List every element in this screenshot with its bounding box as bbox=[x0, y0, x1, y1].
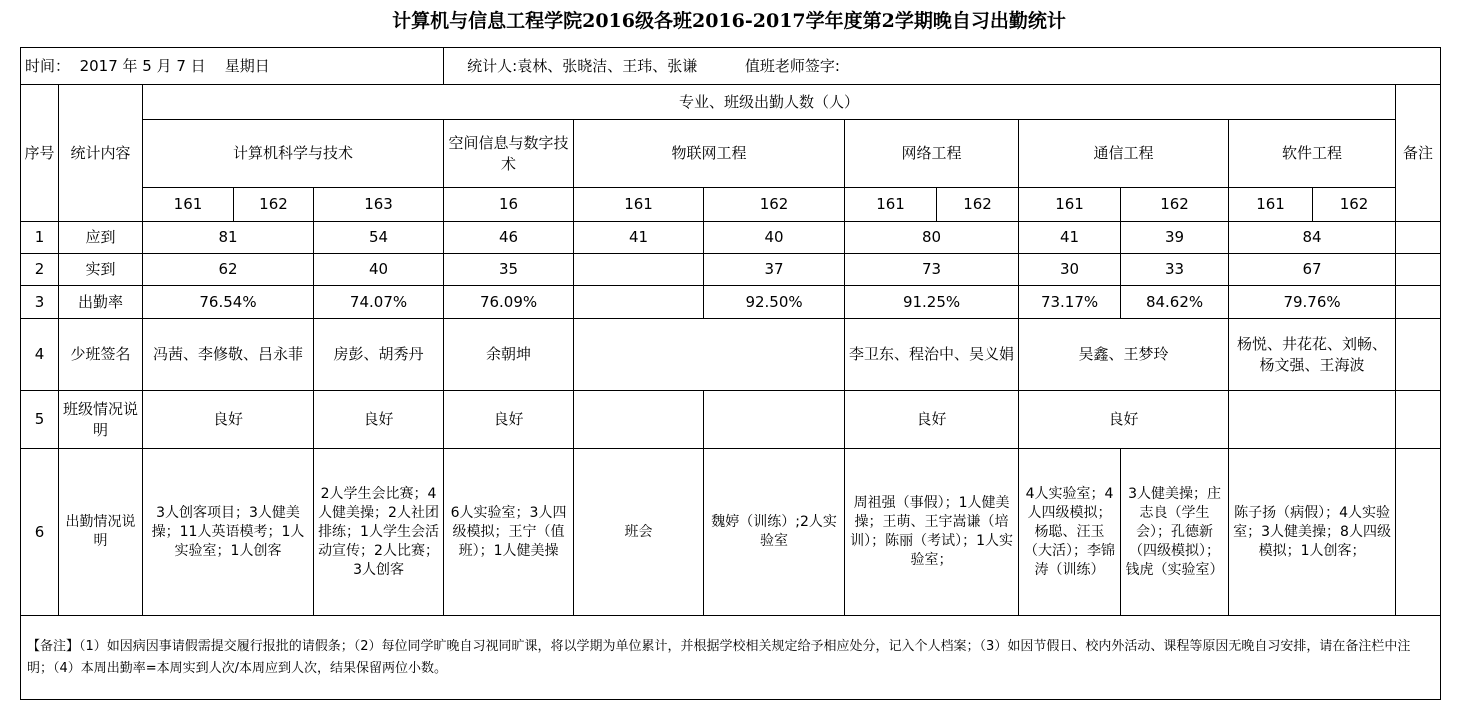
cs163-cell: 2人学生会比赛；4人健美操；2人社团排练；1人学生会活动宣传；2人比赛；3人创客 bbox=[314, 449, 444, 616]
cs-cell: 良好 bbox=[143, 391, 314, 449]
net-cell: 91.25% bbox=[845, 286, 1019, 319]
tel162-cell: 84.62% bbox=[1121, 286, 1229, 319]
space-cell: 6人实验室；3人四级模拟；王宁（值班）；1人健美操 bbox=[444, 449, 574, 616]
space-cell: 35 bbox=[444, 254, 574, 286]
cs163-cell: 74.07% bbox=[314, 286, 444, 319]
space-cell: 良好 bbox=[444, 391, 574, 449]
label-cell: 出勤率 bbox=[59, 286, 143, 319]
tel-cell: 良好 bbox=[1019, 391, 1229, 449]
net-cell: 80 bbox=[845, 222, 1019, 254]
table-row bbox=[21, 449, 1441, 616]
iot-cell bbox=[574, 319, 845, 391]
time-label: 时间： bbox=[25, 56, 71, 75]
note-text: 【备注】（1）如因病因事请假需提交履行报批的请假条；（2）每位同学旷晚自习视同旷课，将以学期为单位累计，并根据学校相关规定给予相应处分，记入个人档案；（3）如因节假日、校内外活动、课程等原因无晚自习安排，请在备注栏中注明；（4）本周出勤率=本周实到人次/本周应到人次，结果保留两位小数。 bbox=[21, 616, 1441, 700]
space-cell: 76.09% bbox=[444, 286, 574, 319]
net-cell: 周祖强（事假）；1人健美操；王萌、王宇嵩谦（培训）；陈丽（考试）；1人实验室； bbox=[845, 449, 1019, 616]
weekday-value: 星期日 bbox=[224, 56, 270, 75]
tel161-cell: 73.17% bbox=[1019, 286, 1121, 319]
major-net: 网络工程 bbox=[845, 120, 1019, 188]
table-row bbox=[21, 391, 1441, 449]
class-cs-163: 163 bbox=[314, 188, 444, 222]
soft-cell bbox=[1229, 391, 1396, 449]
tel162-cell: 33 bbox=[1121, 254, 1229, 286]
tel161-cell: 41 bbox=[1019, 222, 1121, 254]
table-row bbox=[21, 222, 1441, 254]
soft-cell: 79.76% bbox=[1229, 286, 1396, 319]
major-cs: 计算机科学与技术 bbox=[143, 120, 444, 188]
header-group: 专业、班级出勤人数（人） bbox=[143, 85, 1396, 120]
iot162-cell: 魏婷（训练）;2人实验室 bbox=[704, 449, 845, 616]
tel-cell: 吴鑫、王梦玲 bbox=[1019, 319, 1229, 391]
label-cell: 少班签名 bbox=[59, 319, 143, 391]
class-soft-161: 161 bbox=[1229, 188, 1313, 222]
net-cell: 李卫东、程治中、吴义娟 bbox=[845, 319, 1019, 391]
major-space: 空间信息与数字技术 bbox=[444, 120, 574, 188]
iot161-cell: 41 bbox=[574, 222, 704, 254]
date-value: 2017 年 5 月 7 日 bbox=[79, 56, 206, 75]
seq-cell: 2 bbox=[21, 254, 59, 286]
space-cell: 余朝坤 bbox=[444, 319, 574, 391]
info-row bbox=[21, 48, 1441, 85]
class-cs-161: 161 bbox=[143, 188, 234, 222]
statisticians-label: 统计人: bbox=[467, 56, 518, 75]
seq-cell: 5 bbox=[21, 391, 59, 449]
note-row bbox=[21, 616, 1441, 700]
space-cell: 46 bbox=[444, 222, 574, 254]
class-net-162: 162 bbox=[937, 188, 1019, 222]
seq-cell: 6 bbox=[21, 449, 59, 616]
class-iot-162: 162 bbox=[704, 188, 845, 222]
cs163-cell: 良好 bbox=[314, 391, 444, 449]
class-tel-161: 161 bbox=[1019, 188, 1121, 222]
cs-cell: 62 bbox=[143, 254, 314, 286]
attendance-table bbox=[20, 47, 1441, 700]
class-space-16: 16 bbox=[444, 188, 574, 222]
seq-cell: 1 bbox=[21, 222, 59, 254]
seq-cell: 4 bbox=[21, 319, 59, 391]
cs163-cell: 40 bbox=[314, 254, 444, 286]
cs163-cell: 54 bbox=[314, 222, 444, 254]
iot161-cell: 班会 bbox=[574, 449, 704, 616]
class-cs-162: 162 bbox=[234, 188, 314, 222]
iot161-cell bbox=[574, 391, 704, 449]
header-row-majors bbox=[21, 120, 1441, 188]
table-row bbox=[21, 286, 1441, 319]
iot162-cell bbox=[704, 391, 845, 449]
soft-cell: 陈子扬（病假）；4人实验室；3人健美操；8人四级模拟；1人创客； bbox=[1229, 449, 1396, 616]
cs163-cell: 房彭、胡秀丹 bbox=[314, 319, 444, 391]
tel161-cell: 4人实验室；4人四级模拟；杨聪、汪玉（大活）；李锦涛（训练） bbox=[1019, 449, 1121, 616]
page-title: 计算机与信息工程学院2016级各班2016-2017学年度第2学期晚自习出勤统计 bbox=[392, 10, 1066, 32]
cs-cell: 76.54% bbox=[143, 286, 314, 319]
label-cell: 实到 bbox=[59, 254, 143, 286]
major-tel: 通信工程 bbox=[1019, 120, 1229, 188]
iot161-cell bbox=[574, 286, 704, 319]
header-row-classes bbox=[21, 188, 1441, 222]
tel161-cell: 30 bbox=[1019, 254, 1121, 286]
net-cell: 良好 bbox=[845, 391, 1019, 449]
soft-cell: 杨悦、井花花、刘畅、杨文强、王海波 bbox=[1229, 319, 1396, 391]
tel162-cell: 39 bbox=[1121, 222, 1229, 254]
remark-cell bbox=[1396, 254, 1441, 286]
remark-cell bbox=[1396, 319, 1441, 391]
cs-cell: 81 bbox=[143, 222, 314, 254]
remark-cell bbox=[1396, 391, 1441, 449]
header-remarks: 备注 bbox=[1396, 85, 1441, 222]
class-soft-162: 162 bbox=[1313, 188, 1396, 222]
net-cell: 73 bbox=[845, 254, 1019, 286]
date-cell bbox=[21, 48, 444, 85]
label-cell: 应到 bbox=[59, 222, 143, 254]
teacher-sign-label: 值班老师签字: bbox=[744, 56, 840, 75]
cs-cell: 冯茜、李修敬、吕永菲 bbox=[143, 319, 314, 391]
header-content: 统计内容 bbox=[59, 85, 143, 222]
major-iot: 物联网工程 bbox=[574, 120, 845, 188]
iot161-cell bbox=[574, 254, 704, 286]
remark-cell bbox=[1396, 449, 1441, 616]
statisticians-value: 袁林、张晓洁、王玮、张谦 bbox=[517, 56, 698, 75]
header-seq: 序号 bbox=[21, 85, 59, 222]
iot162-cell: 92.50% bbox=[704, 286, 845, 319]
class-tel-162: 162 bbox=[1121, 188, 1229, 222]
major-soft: 软件工程 bbox=[1229, 120, 1396, 188]
soft-cell: 84 bbox=[1229, 222, 1396, 254]
class-iot-161: 161 bbox=[574, 188, 704, 222]
staff-cell bbox=[444, 48, 1441, 85]
remark-cell bbox=[1396, 222, 1441, 254]
soft-cell: 67 bbox=[1229, 254, 1396, 286]
header-row-group bbox=[21, 85, 1441, 120]
tel162-cell: 3人健美操；庄志良（学生会）；孔德新（四级模拟）；钱虎（实验室） bbox=[1121, 449, 1229, 616]
remark-cell bbox=[1396, 286, 1441, 319]
label-cell: 出勤情况说明 bbox=[59, 449, 143, 616]
class-net-161: 161 bbox=[845, 188, 937, 222]
iot162-cell: 37 bbox=[704, 254, 845, 286]
table-row bbox=[21, 319, 1441, 391]
label-cell: 班级情况说明 bbox=[59, 391, 143, 449]
iot162-cell: 40 bbox=[704, 222, 845, 254]
seq-cell: 3 bbox=[21, 286, 59, 319]
cs-cell: 3人创客项目；3人健美操；11人英语模考；1人实验室；1人创客 bbox=[143, 449, 314, 616]
table-row bbox=[21, 254, 1441, 286]
